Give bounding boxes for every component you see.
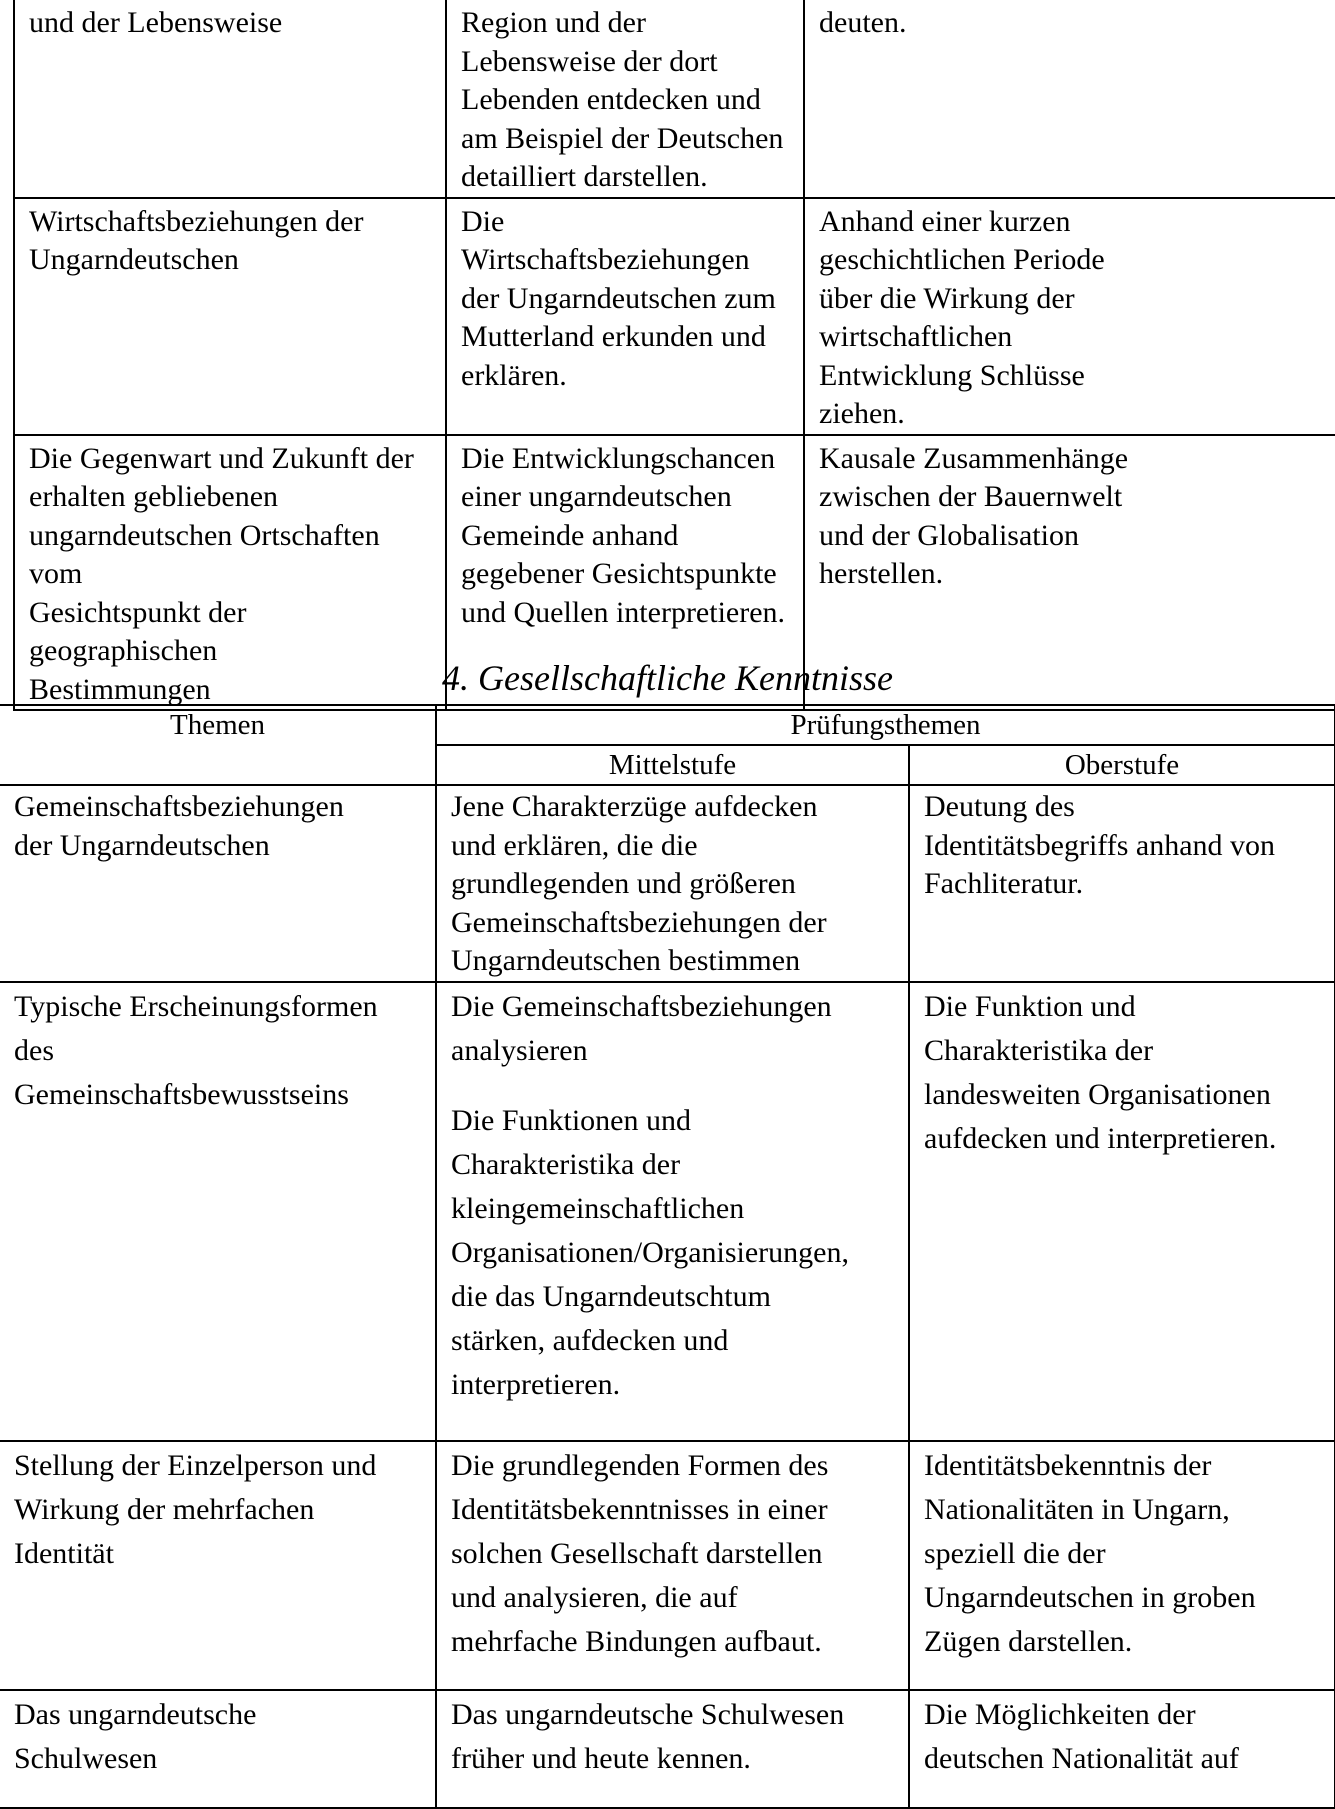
section-heading: 4. Gesellschaftliche Kenntnisse: [442, 658, 893, 698]
table-cell: Jene Charakterzüge aufdecken und erklären, die die grundlegenden und größeren Gemeinschaftsbeziehungen der Ungarndeutschen bestimmen: [436, 785, 909, 982]
table-cell: Die grundlegenden Formen des Identitätsbekenntnisses in einer solchen Gesellschaft darstellen und analysieren, die auf mehrfache Bindungen aufbaut.: [436, 1441, 909, 1690]
table-cell: Stellung der Einzelperson und Wirkung der mehrfachen Identität: [0, 1441, 436, 1690]
table-cell: deuten.: [804, 0, 1335, 198]
table-cell: Die Möglichkeiten der deutschen Nationalität auf: [909, 1690, 1335, 1808]
table-row: [0, 982, 1335, 1441]
continued-table: [13, 0, 1335, 711]
table-cell: Das ungarndeutsche Schulwesen früher und heute kennen.: [436, 1690, 909, 1808]
table-cell: Kausale Zusammenhänge zwischen der Bauernwelt und der Globalisation herstellen.: [804, 435, 1335, 711]
table-cell: und der Lebensweise: [14, 0, 446, 198]
table-cell: Die Gegenwart und Zukunft der erhalten gebliebenen ungarndeutschen Ortschaften vom Gesichtspunkt der geographischen Bestimmungen: [14, 435, 446, 711]
table-cell: Region und der Lebensweise der dort Lebenden entdecken und am Beispiel der Deutschen detailliert darstellen.: [446, 0, 804, 198]
table-row: [14, 198, 1335, 435]
column-header-oberstufe: Oberstufe: [909, 745, 1335, 785]
table-cell: [436, 982, 909, 1441]
column-header-pruefungsthemen: Prüfungsthemen: [436, 705, 1335, 745]
table-row: [0, 785, 1335, 982]
table-cell: Identitätsbekenntnis der Nationalitäten in Ungarn, speziell die der Ungarndeutschen in groben Zügen darstellen.: [909, 1441, 1335, 1690]
table-cell: Gemeinschaftsbeziehungen der Ungarndeutschen: [0, 785, 436, 982]
table-row: [0, 1690, 1335, 1808]
gesellschaftliche-kenntnisse-table: [0, 704, 1335, 1809]
table-cell: Die Wirtschaftsbeziehungen der Ungarndeutschen zum Mutterland erkunden und erklären.: [446, 198, 804, 435]
table-cell: Die Entwicklungschancen einer ungarndeutschen Gemeinde anhand gegebener Gesichtspunkte und Quellen interpretieren.: [446, 435, 804, 711]
table-cell: Das ungarndeutsche Schulwesen: [0, 1690, 436, 1808]
table-cell: Deutung des Identitätsbegriffs anhand von Fachliteratur.: [909, 785, 1335, 982]
column-header-themen: Themen: [0, 705, 436, 785]
table-cell: Die Funktion und Charakteristika der landesweiten Organisationen aufdecken und interpretieren.: [909, 982, 1335, 1441]
column-header-mittelstufe: Mittelstufe: [436, 745, 909, 785]
table-cell: Anhand einer kurzen geschichtlichen Periode über die Wirkung der wirtschaftlichen Entwicklung Schlüsse ziehen.: [804, 198, 1335, 435]
table-cell: Typische Erscheinungsformen des Gemeinschaftsbewusstseins: [0, 982, 436, 1441]
header-row: [0, 705, 1335, 745]
cell-paragraph: Die Gemeinschaftsbeziehungen analysieren: [451, 989, 832, 1067]
table-cell: Wirtschaftsbeziehungen der Ungarndeutschen: [14, 198, 446, 435]
cell-paragraph: Die Funktionen und Charakteristika der kleingemeinschaftlichen Organisationen/Organisierungen, die das Ungarndeutschtum stärken, aufdecken und interpretieren.: [451, 1103, 849, 1401]
table-row: [14, 0, 1335, 198]
table-row: [0, 1441, 1335, 1690]
